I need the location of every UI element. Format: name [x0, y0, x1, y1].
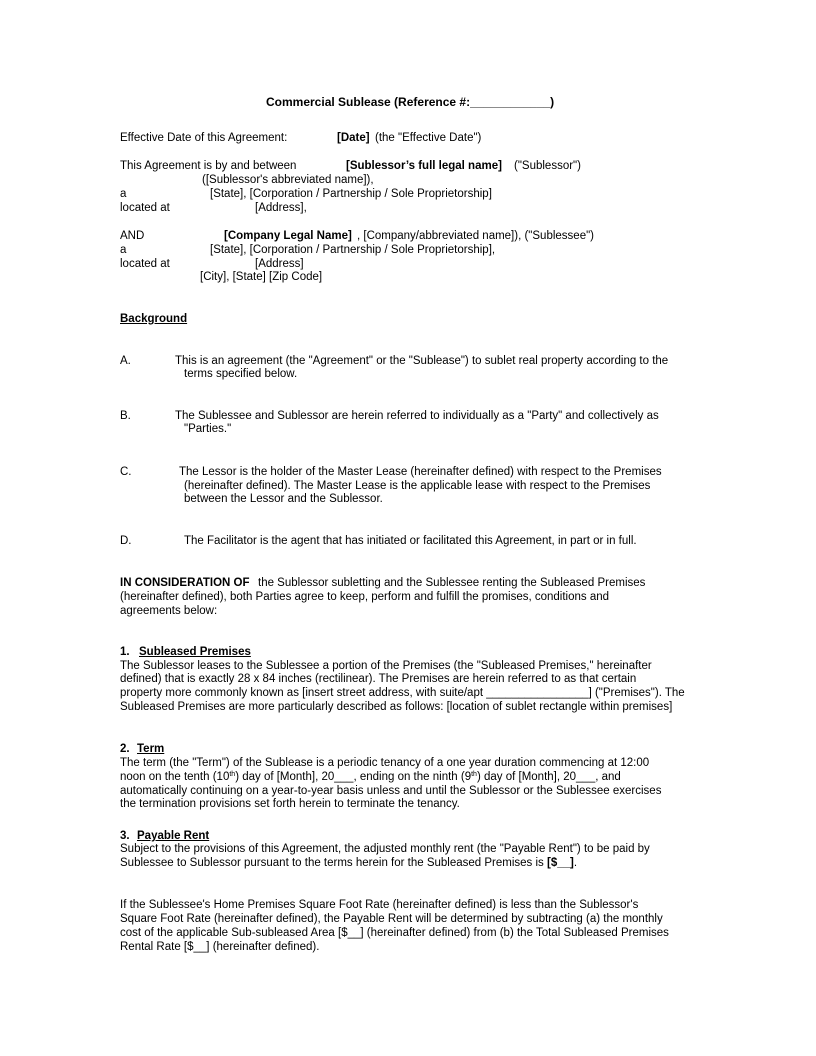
section-line: property more commonly known as [insert street address, with suite/apt ________________] ("Premises"). The [120, 687, 685, 699]
and-label: AND [120, 230, 145, 242]
background-item-line: The Lessor is the holder of the Master Lease (hereinafter defined) with respect to the Premises [179, 466, 662, 478]
ordinal-suffix: th [471, 771, 477, 778]
background-item-line: (hereinafter defined). The Master Lease is the applicable lease with respect to the Premises [184, 480, 651, 492]
background-item-letter: C. [120, 466, 132, 478]
consideration-bold: IN CONSIDERATION OF [120, 577, 250, 589]
section-title: Subleased Premises [139, 646, 251, 658]
background-item-line: The Facilitator is the agent that has initiated or facilitated this Agreement, in part or in full. [184, 535, 637, 547]
section-line: The Sublessor leases to the Sublessee a portion of the Premises (the "Subleased Premises," hereinafter [120, 660, 652, 672]
consideration-line: the Sublessor subletting and the Sublessee renting the Subleased Premises [258, 577, 646, 589]
section-number: 3. [120, 830, 130, 842]
sublessor-located-label: located at [120, 202, 170, 214]
background-item-letter: B. [120, 410, 131, 422]
section-line: automatically continuing on a year-to-year basis unless and until the Sublessor or the Sublessee exercises [120, 785, 662, 797]
document-title: Commercial Sublease (Reference #:____________) [266, 95, 555, 109]
section-line [120, 857, 577, 871]
sublessee-city-line: [City], [State] [Zip Code] [200, 271, 323, 283]
ordinal-suffix: th [229, 771, 236, 778]
sublessee-rest: , [Company/abbreviated name]), ("Sublessee") [357, 230, 595, 242]
background-item-line: terms specified below. [184, 368, 298, 380]
rent-amount: [$__] [547, 857, 574, 869]
background-item-line: This is an agreement (the "Agreement" or the "Sublease") to sublet real property according to the [175, 355, 669, 367]
background-item-line: "Parties." [184, 423, 232, 435]
section-number: 2. [120, 743, 130, 755]
consideration-line: agreements below: [120, 605, 218, 617]
section-line: Subleased Premises are more particularly described as follows: [location of sublet rectangle within premises] [120, 701, 673, 713]
section-title: Payable Rent [137, 830, 210, 842]
effective-date-label: Effective Date of this Agreement: [120, 132, 288, 144]
sublessor-name: [Sublessor’s full legal name] [346, 160, 502, 172]
rent-paragraph-line: cost of the applicable Sub-subleased Area [$__] (hereinafter defined) from (b) the Total Subleased Premises [120, 927, 669, 939]
rent-paragraph-line: Square Foot Rate (hereinafter defined), the Payable Rent will be determined by subtracting (a) the monthly [120, 913, 663, 925]
parties-intro: This Agreement is by and between [120, 160, 297, 172]
sublessee-address: [Address] [255, 258, 304, 270]
background-item-line: The Sublessee and Sublessor are herein referred to individually as a "Party" and collectively as [175, 410, 659, 422]
section-number: 1. [120, 646, 130, 658]
rent-paragraph-line: Rental Rate [$__] (hereinafter defined). [120, 941, 320, 953]
term-text: ) day of [Month], 20___, and [476, 771, 621, 783]
sublessee-located-label: located at [120, 258, 170, 270]
section-title: Term [137, 743, 165, 755]
sublessee-name: [Company Legal Name] [224, 230, 352, 242]
background-item-letter: A. [120, 355, 131, 367]
term-text: ) day of [Month], 20___, ending on the ninth (9 [235, 771, 472, 783]
sublessor-address: [Address], [255, 202, 307, 214]
rent-paragraph-line: If the Sublessee's Home Premises Square Foot Rate (hereinafter defined) is less than the Sublessor's [120, 899, 639, 911]
section-line: the termination provisions set forth herein to terminate the tenancy. [120, 798, 460, 810]
section-line: Subject to the provisions of this Agreement, the adjusted monthly rent (the "Payable Rent") to be paid by [120, 843, 650, 855]
sublessee-a-label: a [120, 244, 127, 256]
sublessor-abbrev: ([Sublessor's abbreviated name]), [202, 174, 374, 186]
sublessor-entity: [State], [Corporation / Partnership / Sole Proprietorship] [210, 188, 492, 200]
rent-end: . [573, 857, 578, 869]
consideration-line: (hereinafter defined), both Parties agree to keep, perform and fulfill the promises, conditions and [120, 591, 610, 603]
sublessee-entity: [State], [Corporation / Partnership / Sole Proprietorship], [210, 244, 496, 256]
background-item-letter: D. [120, 535, 132, 547]
background-item-line: between the Lessor and the Sublessor. [184, 493, 383, 505]
term-text: noon on the tenth (10 [120, 771, 230, 783]
background-heading: Background [120, 313, 188, 325]
section-line: The term (the "Term") of the Sublease is a periodic tenancy of a one year duration commencing at 12:00 [120, 757, 650, 769]
rent-text: Sublessee to Sublessor pursuant to the terms herein for the Subleased Premises is [120, 857, 544, 869]
section-line: defined) that is exactly 28 x 84 inches (rectilinear). The Premises are herein referred to as that certain [120, 673, 637, 685]
effective-date-value: [Date] [337, 132, 370, 144]
effective-date-suffix: (the "Effective Date") [375, 132, 482, 144]
sublessor-role: ("Sublessor") [514, 160, 581, 172]
sublessor-a-label: a [120, 188, 127, 200]
section-line [120, 771, 621, 785]
